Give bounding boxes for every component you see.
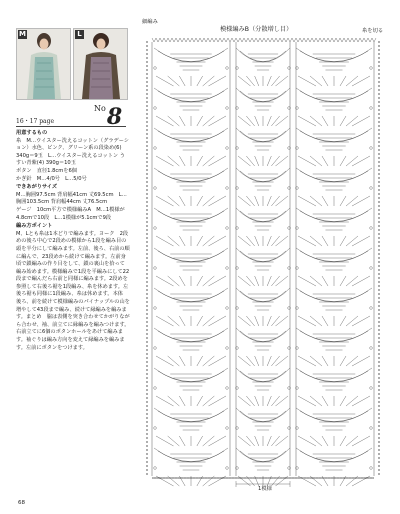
photo-size-l	[73, 28, 128, 100]
pages-reference	[16, 116, 54, 125]
repeat-label: 1模様	[258, 486, 272, 492]
size-l-badge: L	[75, 30, 84, 39]
photo-size-m	[16, 28, 71, 100]
model-photos	[16, 28, 126, 100]
size-m-badge: M	[19, 30, 26, 38]
hook-spec: かぎ針 M…4/0号 L…5/0号	[16, 175, 87, 182]
pattern-specs	[16, 130, 130, 352]
gauge-spec: ゲージ 10cm平方で模様編みA M…1模様が4.8cmで10段 L…1模様が5.1cmで9段	[16, 206, 125, 221]
pattern-prefix: No	[94, 104, 106, 113]
chain-label: 細編み	[142, 19, 158, 25]
crochet-chart-drawing	[140, 14, 396, 510]
pages-value: 16・17	[16, 118, 38, 125]
points-heading: 編み方ポイント	[16, 223, 53, 230]
pages-suffix: page	[39, 118, 55, 125]
page-number: 68	[18, 500, 25, 506]
pattern-number: 8	[106, 104, 123, 130]
yarn-spec: 糸 M…ウイスター洗えるコットン（グラデーション）水色、ピンク、グリーン系の段染め(6) 340g＝9玉 L…ウイスター洗えるコットン うすい青紫(4) 390g＝10玉	[16, 137, 129, 167]
start-label: 糸を切る	[362, 28, 384, 34]
size-spec: M…胸囲97.5cm 背肩幅41cm 丈69.5cm L…胸囲103.5cm 背肩幅44cm 丈76.5cm	[16, 191, 127, 206]
size-heading: できあがりサイズ	[16, 184, 58, 191]
chart-title: 模様編みB（分散増し目）	[220, 26, 293, 33]
crochet-chart	[140, 14, 396, 510]
points-text: M、Lとも糸は1本どりで編みます。ヨーク 2段めの後ろ中心で2段めの模様から1段を編み目の頭を半分にして編みます。左前、後ろ、右前の順に編んで、23段めから続けて編みます。左前身頃で鎖編みの作り目をして、鎖の裏山を拾って編み始めます。模様編みで1段を平編みにして22段まで編んだら右前と同様に編みます。2段めを参照して右後ろ裾を1段編み、糸を休めます。左後ろ裾も同様に1段編み、糸は休めます。本体 後ろ、前を続けて模様編みのパイナップルの山を増やして43段まで編み、続けて縁編みを編みます。まとめ 脇は表側を突き合わせてかがりながら合わせ、袖、前立てに縁編みを編みつけます。右前立てに6個のボタンホールをあけて編みます。袖ぐりは編み方向を変えて縁編みを編みます。左前にボタンをつけます。	[16, 230, 130, 351]
model-l-figure	[74, 29, 127, 99]
materials-heading: 用意するもの	[16, 130, 48, 136]
header-rule	[16, 126, 126, 127]
model-m-figure	[17, 29, 70, 99]
button-spec: ボタン 直径1.8cmを6個	[16, 167, 77, 174]
